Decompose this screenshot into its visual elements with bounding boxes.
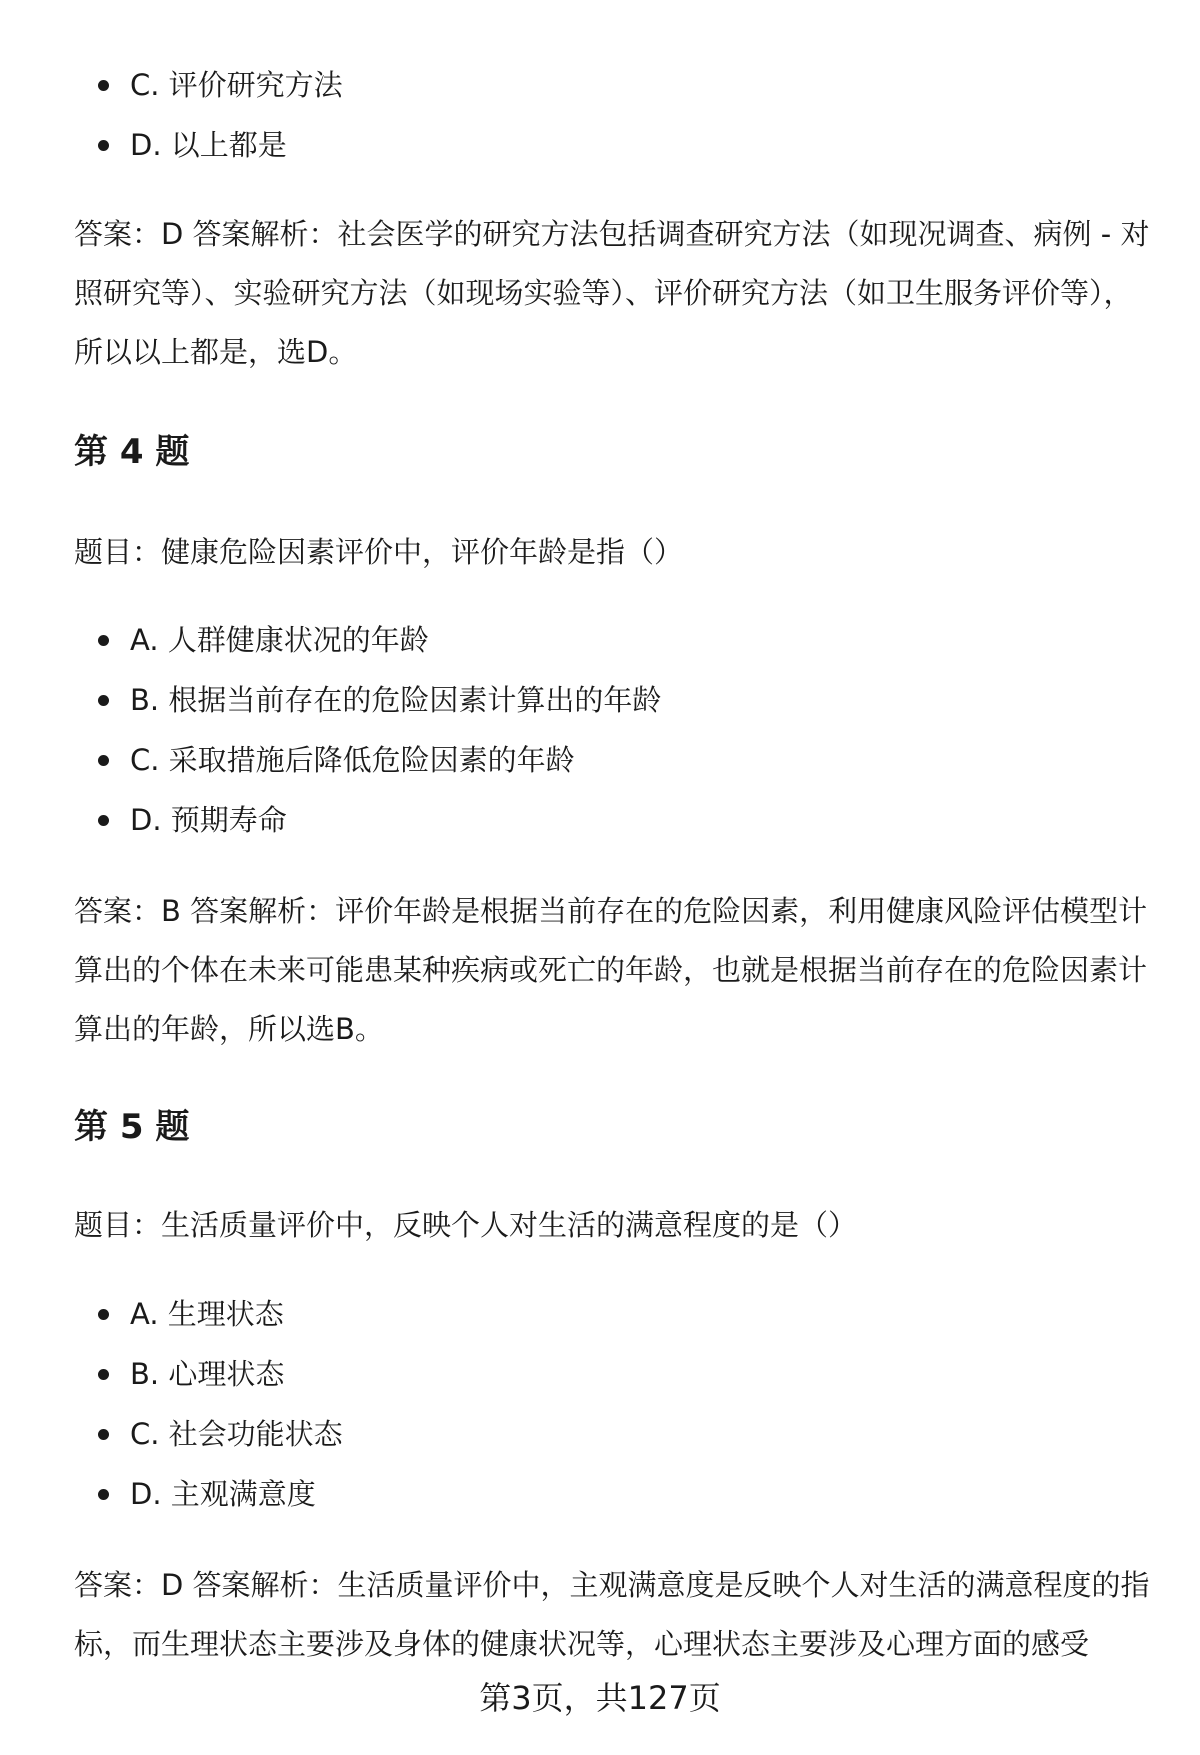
q4-answer: 答案：B 答案解析：评价年龄是根据当前存在的危险因素，利用健康风险评估模型计算出的个体在未来可能患某种疾病或死亡的年龄，也就是根据当前存在的危险因素计算出的年龄，所以选B。: [74, 894, 1148, 1046]
q4-option-b: B. 根据当前存在的危险因素计算出的年龄: [74, 670, 1154, 730]
q5-option-a: A. 生理状态: [74, 1284, 1154, 1344]
q5-option-b: B. 心理状态: [74, 1344, 1154, 1404]
q3-answer: 答案：D 答案解析：社会医学的研究方法包括调查研究方法（如现况调查、病例 - 对照研究等）、实验研究方法（如现场实验等）、评价研究方法（如卫生服务评价等），所以以上都是，选D。: [74, 217, 1150, 369]
q4-option-c: C. 采取措施后降低危险因素的年龄: [74, 730, 1154, 790]
q3-option-c: C. 评价研究方法: [74, 55, 1154, 115]
q4-heading: 第 4 题: [74, 432, 190, 472]
q4-question: 题目：健康危险因素评价中，评价年龄是指（）: [74, 535, 684, 569]
q5-option-c: C. 社会功能状态: [74, 1404, 1154, 1464]
q3-option-d: D. 以上都是: [74, 115, 1154, 175]
q4-option-d: D. 预期寿命: [74, 790, 1154, 850]
page-number: 第3页，共127页: [479, 1679, 721, 1717]
q5-heading: 第 5 题: [74, 1107, 190, 1147]
q3-options: [74, 55, 1154, 175]
q4-options: [74, 610, 1154, 850]
q5-question: 题目：生活质量评价中，反映个人对生活的满意程度的是（）: [74, 1208, 858, 1242]
q5-answer: 答案：D 答案解析：生活质量评价中，主观满意度是反映个人对生活的满意程度的指标，而生理状态主要涉及身体的健康状况等，心理状态主要涉及心理方面的感受: [74, 1568, 1150, 1661]
q5-options: [74, 1284, 1154, 1524]
q5-option-d: D. 主观满意度: [74, 1464, 1154, 1524]
q4-option-a: A. 人群健康状况的年龄: [74, 610, 1154, 670]
